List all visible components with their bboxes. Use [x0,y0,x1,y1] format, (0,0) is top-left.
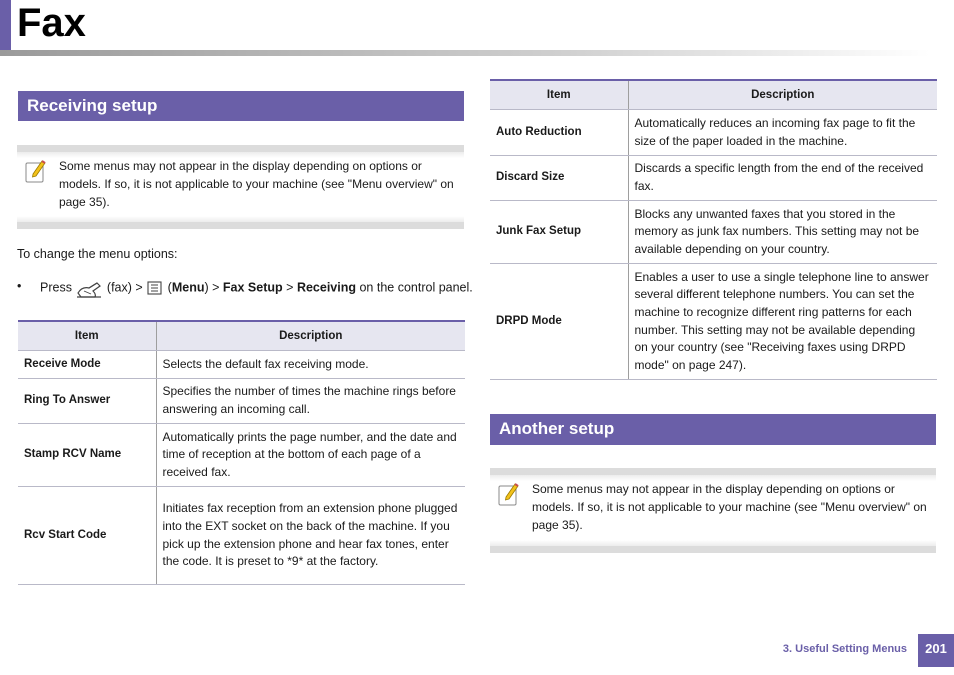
description-cell: Specifies the number of times the machine rings before answering an incoming call. [156,379,465,424]
receiving-setup-note [17,145,464,229]
description-cell: Blocks any unwanted faxes that you stored in the memory as junk fax numbers. This setting may not be available depending on your country. [628,201,937,264]
menu-open-paren: ( [167,280,172,295]
page-number: 201 [918,634,954,667]
table-row [18,351,465,379]
item-cell: DRPD Mode [490,264,628,380]
another-setup-note [490,468,936,553]
menu-label: Menu [171,280,205,295]
table-row [490,264,937,380]
description-cell: Initiates fax reception from an extension phone plugged into the EXT socket on the back of the machine. If you pick up the extension phone and hear fax tones, enter the code. It is preset to *9* at the factory. [156,487,465,585]
page-title: Fax [17,1,86,45]
table-row [18,379,465,424]
press-text: Press [40,280,72,295]
receiving-label: Receiving [296,280,356,295]
receiving-setup-table-continued [490,79,937,380]
menu-close: ) > [204,280,220,295]
note-pencil-icon [25,158,47,184]
table-row [490,156,937,201]
column-header-description: Description [628,80,937,110]
fax-setup-label: Fax Setup [222,280,283,295]
intro-text: To change the menu options: [17,247,178,261]
item-cell: Receive Mode [18,351,156,379]
item-cell: Auto Reduction [490,110,628,156]
separator: > [286,280,294,295]
fax-label: (fax) > [106,280,143,295]
table-header-row [490,80,937,110]
table-header-row [18,321,465,351]
table-row [18,424,465,487]
column-header-item: Item [18,321,156,351]
title-accent-bar [0,0,11,52]
item-cell: Junk Fax Setup [490,201,628,264]
fax-icon [75,277,103,299]
description-cell: Automatically reduces an incoming fax page to fit the size of the paper loaded in the machine. [628,110,937,156]
menu-icon [146,280,164,296]
description-cell: Automatically prints the page number, and the date and time of reception at the bottom of each page of a received fax. [156,424,465,487]
table-row [490,110,937,156]
item-cell: Stamp RCV Name [18,424,156,487]
description-cell: Selects the default fax receiving mode. [156,351,465,379]
instruction-tail: on the control panel. [359,280,473,295]
note-pencil-icon [498,481,520,507]
footer-section-label: 3. Useful Setting Menus [782,643,907,655]
column-header-item: Item [490,80,628,110]
note-text: Some menus may not appear in the display depending on options or models. If so, it is not applicable to your machine (see "Menu overview" on page 35). [59,159,454,209]
description-cell: Enables a user to use a single telephone line to answer several different telephone numbers. You can set the machine to recognize different ring patterns for each number. This setting may not be available depending on your country (see "Receiving faxes using DRPD mode" on page 247). [628,264,937,380]
table-row [490,201,937,264]
item-cell: Rcv Start Code [18,487,156,585]
bullet: • [17,279,22,293]
column-header-description: Description [156,321,465,351]
item-cell: Ring To Answer [18,379,156,424]
table-row [18,487,465,585]
receiving-setup-heading: Receiving setup [18,91,464,121]
description-cell: Discards a specific length from the end of the received fax. [628,156,937,201]
item-cell: Discard Size [490,156,628,201]
receiving-setup-table [18,320,465,585]
title-divider [0,50,930,56]
another-setup-heading: Another setup [490,414,936,445]
note-text: Some menus may not appear in the display depending on options or models. If so, it is not applicable to your machine (see "Menu overview" on page 35). [532,482,927,532]
